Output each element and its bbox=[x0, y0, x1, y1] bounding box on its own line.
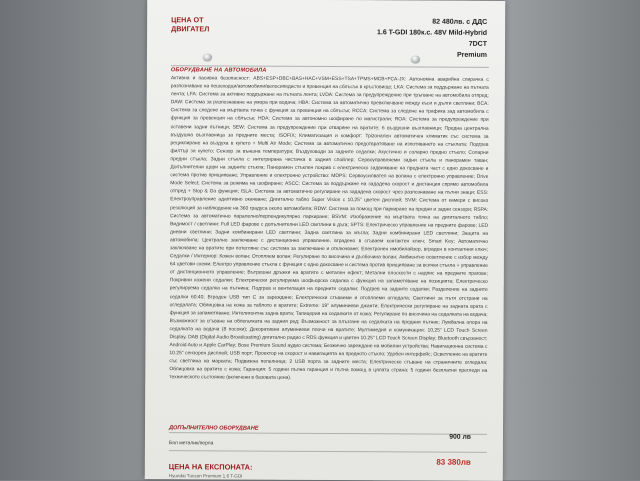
additional-equipment-title: ДОПЪЛНИТЕЛНО ОБОРУДВАНЕ bbox=[168, 425, 259, 432]
base-price: 82 480лв. с ДДС bbox=[432, 18, 488, 26]
divider bbox=[169, 450, 487, 453]
divider bbox=[169, 432, 487, 435]
pin-icon bbox=[203, 53, 212, 60]
additional-equipment-price: 900 лв bbox=[449, 433, 471, 441]
engine-spec: 1.6 T-GDI 180к.с. 48V Mild-Hybrid bbox=[376, 29, 488, 37]
exhibit-price-label: ЦЕНА НА ЕКСПОНАТА: bbox=[168, 462, 253, 472]
trim-level: Premium bbox=[456, 51, 487, 59]
transmission: 7DCT bbox=[468, 40, 488, 48]
price-from-label-line2: ДВИГАТЕЛ bbox=[171, 24, 210, 34]
equipment-title: ОБОРУДВАНЕ НА АВТОМОБИЛА bbox=[170, 67, 267, 74]
additional-equipment-item: Бял металик/перла bbox=[168, 440, 214, 447]
equipment-description: Активна и пасивна безопасност: ABS+ESP+DBC+BAS+HAC+VSM+ESS+TSA+TPMS+MCB+FCA-JX: Автономна аварийна спирачка с разпознаване на пешеходци/автомобили/велосипедисти и превенция на сблъсък в кръстовище; LKA: Система за поддържане на пътната лента; LFA: Система за активно поддържане на пътната лента; LVDA: Система за предупреждение при тръгване на автомобила отпред; DAW: Система за разпознаване на умора при водача; HBA: Система за автоматично превключване между къси и дълги светлини; BCA: Система за следене на мъртвата точка с функция за превенция на сблъсък; RCCA: Система за следене на трафика зад автомобила с функция за превенция на сблъсък; HDA: Система за автономно шофиране по магистрали; ROA: Система за предупреждение при оставени задни пътници; SEW: Система за предупреждение при отваряне на вратите; 6 въздушни възглавници; Предна централна въздушна възглавница за предните места; ISOFIX; Климатизация и комфорт: Трizoнален автоматичен климатик със система за рециклиране на въздуха в купето + Multi Air Mode; Система за автоматично предотвратяване на изпотяването на стъклата; Подгрев филтър за купето; Сензор за външна температура; Въздуховоди за задните седалки; Акустично и соларно предно стъкло; Соларни предни стъкла; Задни стъкла с интегрирана чистачка в задния спойлер; Сервоуправляеми задни стъкла и панорамен таван; Допълнителни щори на задните стъкла; Панорамен стъклен покрив с електрическо задвижване на предната част с едно докосване и система против прищипване; Управление и електронно устройство: MDPS: Сервоусилвател на волана с електронно управление; Drive Mode Select; Система за режима на шофиране; ASCC: Система за поддържане на зададена скорост и дистанция спрямо автомобила отпред + Stop & Go функция; ISLA: Система за автоматично регулиране на зададена скорост чрез разпознаване на пътни знаци; ESS: Електроуправление адаптивно окачване; Дигитално табло Super Vision с 10,25" цветен дисплей; SVM: Система от камери с високо резолюция за наблюдение на 360 градуса около автомобила; RDW: Система за помощ при паркиране на предни и задни сензори; RSPA: Система за автоматично паралелно/перпендикулярно паркиране; BSVM: Изображение на мъртвата точка на дигиталното табло; Видимост / светлини: Full LED фарове с допълнителни LED светлини в дъга; SPTS: Електрическо управление на предните фарове; LED дневни светлини; Задни комбинирани LED светлини; Задна светлина за мъгла; Задни комбинирани LED светлини; Защита на автомобила: Централно заключване с дистанционно управление, вградено в сгъваем контактен ключ; Smart Key; Автоматично заключване на вратите при потегляне със система за заключване и отключване; Електронен имобилайзер, вграден в контактния ключ; Седалки / Интериор: Кожен волан; Отопляем волан; Регулиране по височина и дълбочина волан; Амбиентно осветление с избор между 64 цветови схеми; Електро управление стъкла с функция с едно докосване и система против прищипване за всички стъкла + управление от дистанционното управление; Вътрешни дръжки на вратите с метален ефект; Метални плоскости с надпис на предните прагове; Покривни кожени седалки; Електрически регулируема шофьорска седалка с функция на запаметяване на позицията; Електрическо регулируема седалка на пътника; Подгрев и вентилация на предните седалки; Подгрев на задните седалки; Разделение на задните седалки 60:40; Вграден USB тип C за зареждане; Електрически сгъваеми и отопляеми огледала; Светлини за пътя отстрани на огледалата; Облицовка на кожа за таблото и вратите; Extreme: 19" алуминиеви джанти; Електрически регулиране на задната врата с функция за запаметяване; Интелигентна задна врата; Тапицерия на седалките от кожа; Регулиране по височина на седалката на водача; Възможност за сгъване на облегалката на задния ред; Възможност за плъзгане на седалката на предния пътник; Лумбална опора на седалката на водача (8 посоки); Декоративни алуминиеви плочи на вратите; Мултимедия и комуникация: 10,25" LCD Touch Screen Display, DAB (Digital Audio Broadcasting) дигитално радио с RDS функция и цветен 10.25" LCD Touch Screen Display; Bluetooth свързаност; Android Auto и Apple CarPlay; Bose Premium Sound аудио система; Безжично зареждане на мобилни устройства; Навигационна система с 10.25" сензорен дисплей; USB порт; Проектор на скорост и навигацията на предното стъкло; Удобен интерфейс; Осветление на вратите със светлина на марката; Подвижна пепелница; 2 USB порта за задните места; Електрическо сгъване на страничните огледала; Облицовка на вратите с кожа; Гаранция: 5 години пълна гаранция и пътна помощ в цялата страна; 5 години безплатни прегледи на техническото състояние (включени в базовата цена). bbox=[169, 76, 489, 382]
exhibit-price: 83 380лв bbox=[436, 457, 471, 467]
price-sheet bbox=[145, 0, 506, 481]
price-from-label-line1: ЦЕНА ОТ bbox=[171, 15, 204, 25]
spec-summary bbox=[287, 16, 487, 61]
exhibit-note: Hyundai Tucson Premium 1.6 T-GDI bbox=[168, 473, 243, 479]
